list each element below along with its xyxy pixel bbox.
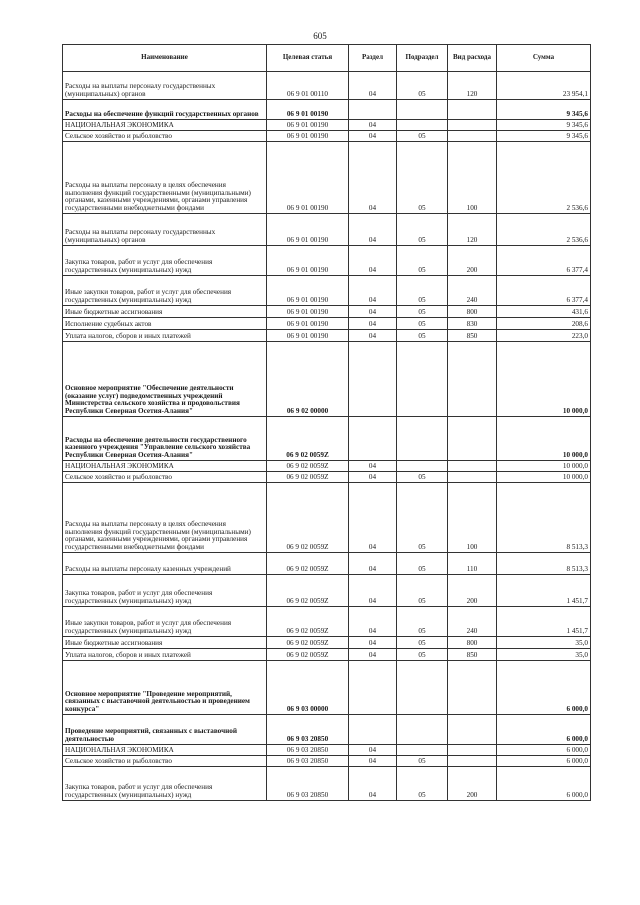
row-name: Иные бюджетные ассигнования <box>63 306 267 318</box>
row-subsection: 05 <box>397 553 448 575</box>
row-subsection: 05 <box>397 131 448 142</box>
row-name: Закупка товаров, работ и услуг для обеспечения государственных (муниципальных) нужд <box>63 767 267 801</box>
header-sum: Сумма <box>497 45 591 72</box>
row-expense-type: 120 <box>448 214 497 246</box>
row-subsection: 05 <box>397 472 448 483</box>
row-sum: 23 954,1 <box>497 72 591 100</box>
row-subsection: 05 <box>397 246 448 276</box>
row-section: 04 <box>349 461 397 472</box>
row-expense-type: 850 <box>448 330 497 342</box>
row-target-code: 06 9 02 0059Z <box>267 649 349 661</box>
table-row <box>63 330 591 342</box>
row-target-code: 06 9 03 00000 <box>267 661 349 715</box>
row-expense-type: 200 <box>448 246 497 276</box>
row-section: 04 <box>349 756 397 767</box>
row-target-code: 06 9 01 00190 <box>267 306 349 318</box>
row-section: 04 <box>349 607 397 637</box>
row-subsection: 05 <box>397 607 448 637</box>
page-number: 605 <box>313 31 327 41</box>
table-row <box>63 318 591 330</box>
row-expense-type <box>448 131 497 142</box>
row-name: Основное мероприятие "Проведение мероприятий, связанных с выставочной деятельностью и проведением конкурса" <box>63 661 267 715</box>
row-name: Основное мероприятие "Обеспечение деятельности (оказание услуг) подведомственных учреждений Министерства сельского хозяйства и продовольствия Республики Северная Осетия-Алания" <box>63 342 267 417</box>
row-subsection: 05 <box>397 756 448 767</box>
row-name: Расходы на выплаты персоналу в целях обеспечения выполнения функций государственными (муниципальными) органами, казенными учреждениями, органами управления государственными внебюджетными фондами <box>63 483 267 553</box>
row-expense-type: 800 <box>448 306 497 318</box>
row-name: Закупка товаров, работ и услуг для обеспечения государственных (муниципальных) нужд <box>63 575 267 607</box>
table-row <box>63 306 591 318</box>
row-target-code: 06 9 03 20850 <box>267 767 349 801</box>
row-section: 04 <box>349 745 397 756</box>
row-sum: 6 000,0 <box>497 745 591 756</box>
header-code: Целевая статья <box>267 45 349 72</box>
row-sum: 6 000,0 <box>497 756 591 767</box>
row-name: Сельское хозяйство и рыболовство <box>63 131 267 142</box>
row-sum: 9 345,6 <box>497 120 591 131</box>
row-subsection <box>397 715 448 745</box>
row-subsection <box>397 120 448 131</box>
row-expense-type: 240 <box>448 276 497 306</box>
table-row <box>63 472 591 483</box>
row-name: Исполнение судебных актов <box>63 318 267 330</box>
row-name: Уплата налогов, сборов и иных платежей <box>63 330 267 342</box>
row-name: Иные бюджетные ассигнования <box>63 637 267 649</box>
row-sum: 6 000,0 <box>497 715 591 745</box>
row-subsection <box>397 745 448 756</box>
table-row <box>63 649 591 661</box>
row-expense-type: 200 <box>448 575 497 607</box>
row-subsection: 05 <box>397 318 448 330</box>
row-name: Закупка товаров, работ и услуг для обеспечения государственных (муниципальных) нужд <box>63 246 267 276</box>
row-name: Расходы на выплаты персоналу государственных (муниципальных) органов <box>63 214 267 246</box>
row-target-code: 06 9 02 0059Z <box>267 461 349 472</box>
row-name: НАЦИОНАЛЬНАЯ ЭКОНОМИКА <box>63 461 267 472</box>
row-name: Иные закупки товаров, работ и услуг для обеспечения государственных (муниципальных) нужд <box>63 607 267 637</box>
row-target-code: 06 9 02 0059Z <box>267 472 349 483</box>
row-sum: 10 000,0 <box>497 461 591 472</box>
row-target-code: 06 9 03 20850 <box>267 745 349 756</box>
row-subsection: 05 <box>397 649 448 661</box>
row-sum: 8 513,3 <box>497 483 591 553</box>
row-subsection <box>397 342 448 417</box>
row-name: Расходы на выплаты персоналу государственных (муниципальных) органов <box>63 72 267 100</box>
budget-table <box>62 44 591 801</box>
table-row <box>63 246 591 276</box>
row-sum: 431,6 <box>497 306 591 318</box>
row-section: 04 <box>349 246 397 276</box>
row-name: Расходы на обеспечение функций государственных органов <box>63 100 267 120</box>
row-target-code: 06 9 03 20850 <box>267 756 349 767</box>
row-expense-type <box>448 756 497 767</box>
row-section: 04 <box>349 214 397 246</box>
row-sum: 6 000,0 <box>497 661 591 715</box>
row-target-code: 06 9 01 00190 <box>267 276 349 306</box>
row-subsection: 05 <box>397 214 448 246</box>
row-name: Иные закупки товаров, работ и услуг для обеспечения государственных (муниципальных) нужд <box>63 276 267 306</box>
row-sum: 10 000,0 <box>497 342 591 417</box>
table-row <box>63 100 591 120</box>
table-header-row <box>63 45 591 72</box>
table-row <box>63 767 591 801</box>
row-name: Расходы на выплаты персоналу казенных учреждений <box>63 553 267 575</box>
row-sum: 208,6 <box>497 318 591 330</box>
row-target-code: 06 9 01 00110 <box>267 72 349 100</box>
row-subsection: 05 <box>397 637 448 649</box>
row-section: 04 <box>349 649 397 661</box>
row-subsection: 05 <box>397 72 448 100</box>
row-section <box>349 417 397 461</box>
row-name: Сельское хозяйство и рыболовство <box>63 472 267 483</box>
row-sum: 2 536,6 <box>497 142 591 214</box>
row-target-code: 06 9 01 00190 <box>267 330 349 342</box>
row-sum: 9 345,6 <box>497 100 591 120</box>
row-sum: 223,0 <box>497 330 591 342</box>
row-expense-type: 830 <box>448 318 497 330</box>
row-target-code: 06 9 02 0059Z <box>267 417 349 461</box>
row-section: 04 <box>349 120 397 131</box>
row-subsection: 05 <box>397 767 448 801</box>
row-section: 04 <box>349 306 397 318</box>
row-name: Расходы на выплаты персоналу в целях обеспечения выполнения функций государственными (муниципальными) органами, казенными учреждениями, органами управления государственными внебюджетными фондами <box>63 142 267 214</box>
row-sum: 6 000,0 <box>497 767 591 801</box>
row-subsection: 05 <box>397 276 448 306</box>
row-name: НАЦИОНАЛЬНАЯ ЭКОНОМИКА <box>63 120 267 131</box>
row-sum: 10 000,0 <box>497 472 591 483</box>
row-subsection <box>397 417 448 461</box>
row-target-code: 06 9 03 20850 <box>267 715 349 745</box>
row-sum: 35,0 <box>497 637 591 649</box>
row-sum: 1 451,7 <box>497 607 591 637</box>
row-expense-type: 800 <box>448 637 497 649</box>
row-target-code: 06 9 01 00190 <box>267 131 349 142</box>
row-expense-type <box>448 342 497 417</box>
row-section <box>349 661 397 715</box>
table-body <box>63 72 591 801</box>
row-sum: 35,0 <box>497 649 591 661</box>
row-section: 04 <box>349 553 397 575</box>
row-section: 04 <box>349 131 397 142</box>
table-row <box>63 131 591 142</box>
row-target-code: 06 9 01 00190 <box>267 214 349 246</box>
table-row <box>63 72 591 100</box>
table-row <box>63 461 591 472</box>
row-sum: 6 377,4 <box>497 276 591 306</box>
row-target-code: 06 9 01 00190 <box>267 100 349 120</box>
row-expense-type: 200 <box>448 767 497 801</box>
row-section: 04 <box>349 637 397 649</box>
row-sum: 2 536,6 <box>497 214 591 246</box>
table-row <box>63 214 591 246</box>
row-subsection: 05 <box>397 330 448 342</box>
row-target-code: 06 9 02 0059Z <box>267 483 349 553</box>
table-row <box>63 120 591 131</box>
row-sum: 10 000,0 <box>497 417 591 461</box>
row-section: 04 <box>349 330 397 342</box>
row-target-code: 06 9 01 00190 <box>267 120 349 131</box>
row-section <box>349 342 397 417</box>
row-expense-type: 100 <box>448 142 497 214</box>
table-row <box>63 142 591 214</box>
row-section: 04 <box>349 276 397 306</box>
table-row <box>63 745 591 756</box>
row-expense-type <box>448 417 497 461</box>
row-section: 04 <box>349 472 397 483</box>
row-expense-type: 100 <box>448 483 497 553</box>
header-section: Раздел <box>349 45 397 72</box>
row-expense-type: 120 <box>448 72 497 100</box>
row-target-code: 06 9 02 0059Z <box>267 553 349 575</box>
table-row <box>63 553 591 575</box>
table-row <box>63 607 591 637</box>
row-section: 04 <box>349 483 397 553</box>
row-section <box>349 100 397 120</box>
row-expense-type <box>448 472 497 483</box>
row-section: 04 <box>349 767 397 801</box>
row-section: 04 <box>349 318 397 330</box>
table-row <box>63 637 591 649</box>
row-subsection <box>397 461 448 472</box>
row-sum: 9 345,6 <box>497 131 591 142</box>
row-target-code: 06 9 01 00190 <box>267 318 349 330</box>
table-row <box>63 276 591 306</box>
row-section: 04 <box>349 142 397 214</box>
header-name: Наименование <box>63 45 267 72</box>
row-expense-type: 850 <box>448 649 497 661</box>
row-target-code: 06 9 01 00190 <box>267 142 349 214</box>
row-target-code: 06 9 02 0059Z <box>267 607 349 637</box>
row-name: Сельское хозяйство и рыболовство <box>63 756 267 767</box>
row-target-code: 06 9 01 00190 <box>267 246 349 276</box>
table-row <box>63 715 591 745</box>
table-row <box>63 575 591 607</box>
row-subsection: 05 <box>397 306 448 318</box>
row-target-code: 06 9 02 0059Z <box>267 575 349 607</box>
row-expense-type <box>448 100 497 120</box>
row-subsection <box>397 661 448 715</box>
row-name: НАЦИОНАЛЬНАЯ ЭКОНОМИКА <box>63 745 267 756</box>
row-sum: 6 377,4 <box>497 246 591 276</box>
row-section: 04 <box>349 575 397 607</box>
row-expense-type <box>448 715 497 745</box>
row-subsection: 05 <box>397 142 448 214</box>
row-expense-type: 240 <box>448 607 497 637</box>
row-subsection: 05 <box>397 483 448 553</box>
row-expense-type <box>448 661 497 715</box>
row-name: Уплата налогов, сборов и иных платежей <box>63 649 267 661</box>
header-subsection: Подраздел <box>397 45 448 72</box>
table-row <box>63 756 591 767</box>
row-name: Проведение мероприятий, связанных с выставочной деятельностью <box>63 715 267 745</box>
table-row <box>63 342 591 417</box>
row-section <box>349 715 397 745</box>
table-row <box>63 483 591 553</box>
table-row <box>63 417 591 461</box>
row-subsection <box>397 100 448 120</box>
row-sum: 1 451,7 <box>497 575 591 607</box>
table-row <box>63 661 591 715</box>
row-target-code: 06 9 02 0059Z <box>267 637 349 649</box>
row-subsection: 05 <box>397 575 448 607</box>
row-expense-type <box>448 461 497 472</box>
row-name: Расходы на обеспечение деятельности государственного казенного учреждения "Управление сельского хозяйства Республики Северная Осетия-Алания" <box>63 417 267 461</box>
row-expense-type <box>448 745 497 756</box>
row-sum: 8 513,3 <box>497 553 591 575</box>
row-target-code: 06 9 02 00000 <box>267 342 349 417</box>
row-section: 04 <box>349 72 397 100</box>
header-expense-type: Вид расхода <box>448 45 497 72</box>
row-expense-type: 110 <box>448 553 497 575</box>
row-expense-type <box>448 120 497 131</box>
